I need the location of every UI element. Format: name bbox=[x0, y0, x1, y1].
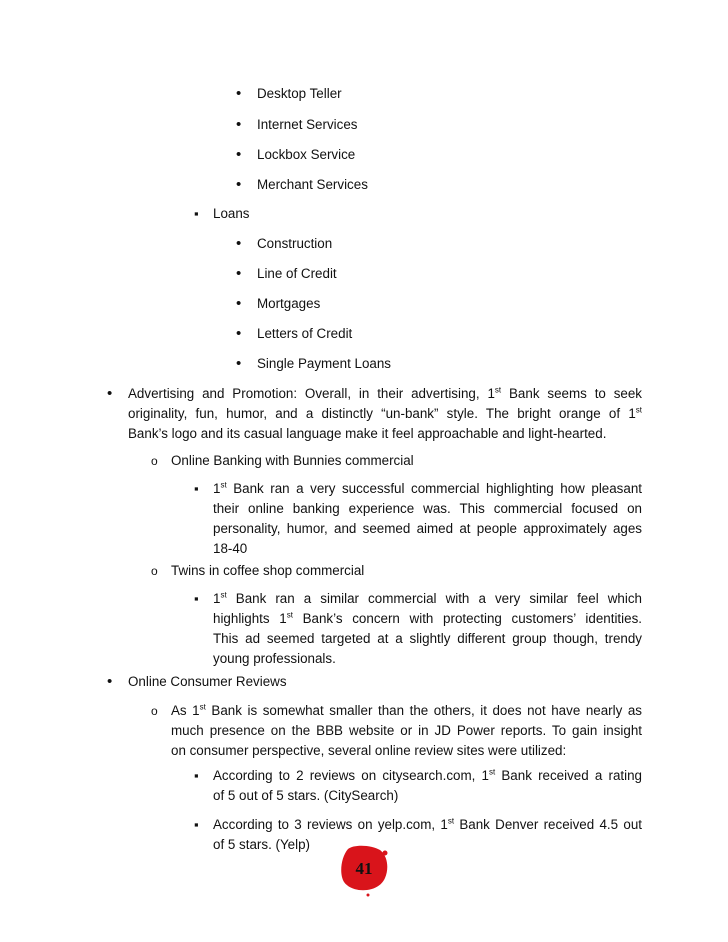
list-item: Letters of Credit bbox=[257, 326, 353, 341]
list-item: Merchant Services bbox=[257, 177, 368, 192]
paragraph-line: on consumer perspective, several online review sites were utilized: bbox=[171, 743, 567, 758]
list-item: Mortgages bbox=[257, 296, 321, 311]
bullet bbox=[151, 701, 158, 721]
bullet bbox=[236, 175, 241, 195]
list-item: Internet Services bbox=[257, 117, 358, 132]
paragraph-line: 1st Bank ran a very successful commercial highlighting how pleasant bbox=[213, 480, 642, 496]
list-item: Twins in coffee shop commercial bbox=[171, 563, 365, 578]
bullet bbox=[236, 264, 241, 284]
bullet bbox=[107, 384, 112, 404]
paragraph-line: highlights 1st Bank’s concern with protecting customers’ identities. bbox=[213, 610, 642, 626]
bullet bbox=[236, 115, 241, 135]
paragraph-line: young professionals. bbox=[213, 651, 336, 666]
list-item: Lockbox Service bbox=[257, 147, 356, 162]
list-item: Line of Credit bbox=[257, 266, 337, 281]
bullet bbox=[151, 451, 158, 471]
list-item: Online Consumer Reviews bbox=[128, 674, 287, 689]
bullet bbox=[236, 324, 241, 344]
page-number-badge bbox=[339, 845, 389, 897]
paragraph-line: of 5 out of 5 stars. (CitySearch) bbox=[213, 788, 399, 803]
paragraph-line: Advertising and Promotion: Overall, in their advertising, 1st Bank seems to seek bbox=[128, 385, 643, 401]
bullet bbox=[236, 145, 241, 165]
paragraph-line: personality, humor, and seemed aimed at people approximately ages bbox=[213, 521, 642, 536]
bullet bbox=[236, 234, 241, 254]
paragraph-line: 18-40 bbox=[213, 541, 248, 556]
paragraph-line: their online banking experience was. This commercial focused on bbox=[213, 501, 642, 516]
bullet bbox=[151, 561, 158, 581]
bullet bbox=[194, 589, 199, 609]
paragraph-line: As 1st Bank is somewhat smaller than the others, it does not have nearly as bbox=[171, 702, 642, 718]
bullet bbox=[236, 84, 241, 104]
bullet bbox=[194, 479, 199, 499]
list-item: Online Banking with Bunnies commercial bbox=[171, 453, 414, 468]
list-item: Single Payment Loans bbox=[257, 356, 391, 371]
list-item: Desktop Teller bbox=[257, 86, 342, 101]
bullet bbox=[194, 204, 199, 224]
paragraph-line: originality, fun, humor, and a distinctly “un-bank” style. The bright orange of 1st bbox=[128, 405, 642, 421]
bullet bbox=[236, 354, 241, 374]
paragraph-line: Bank’s logo and its casual language make it feel approachable and light-hearted. bbox=[128, 426, 607, 441]
paragraph-line: According to 3 reviews on yelp.com, 1st Bank Denver received 4.5 out bbox=[213, 816, 642, 832]
list-item: Loans bbox=[213, 206, 250, 221]
list-item: Construction bbox=[257, 236, 333, 251]
bullet bbox=[107, 672, 112, 692]
paragraph-line: much presence on the BBB website or in JD Power reports. To gain insight bbox=[171, 723, 642, 738]
page-number: 41 bbox=[355, 859, 373, 878]
paragraph-line: This ad seemed targeted at a slightly different group though, trendy bbox=[213, 631, 642, 646]
paragraph-line: According to 2 reviews on citysearch.com, 1st Bank received a rating bbox=[213, 767, 642, 783]
paragraph-line: 1st Bank ran a similar commercial with a very similar feel which bbox=[213, 590, 642, 606]
bullet bbox=[236, 294, 241, 314]
bullet bbox=[194, 766, 199, 786]
paragraph-line: of 5 stars. (Yelp) bbox=[213, 837, 311, 852]
bullet bbox=[194, 815, 199, 835]
